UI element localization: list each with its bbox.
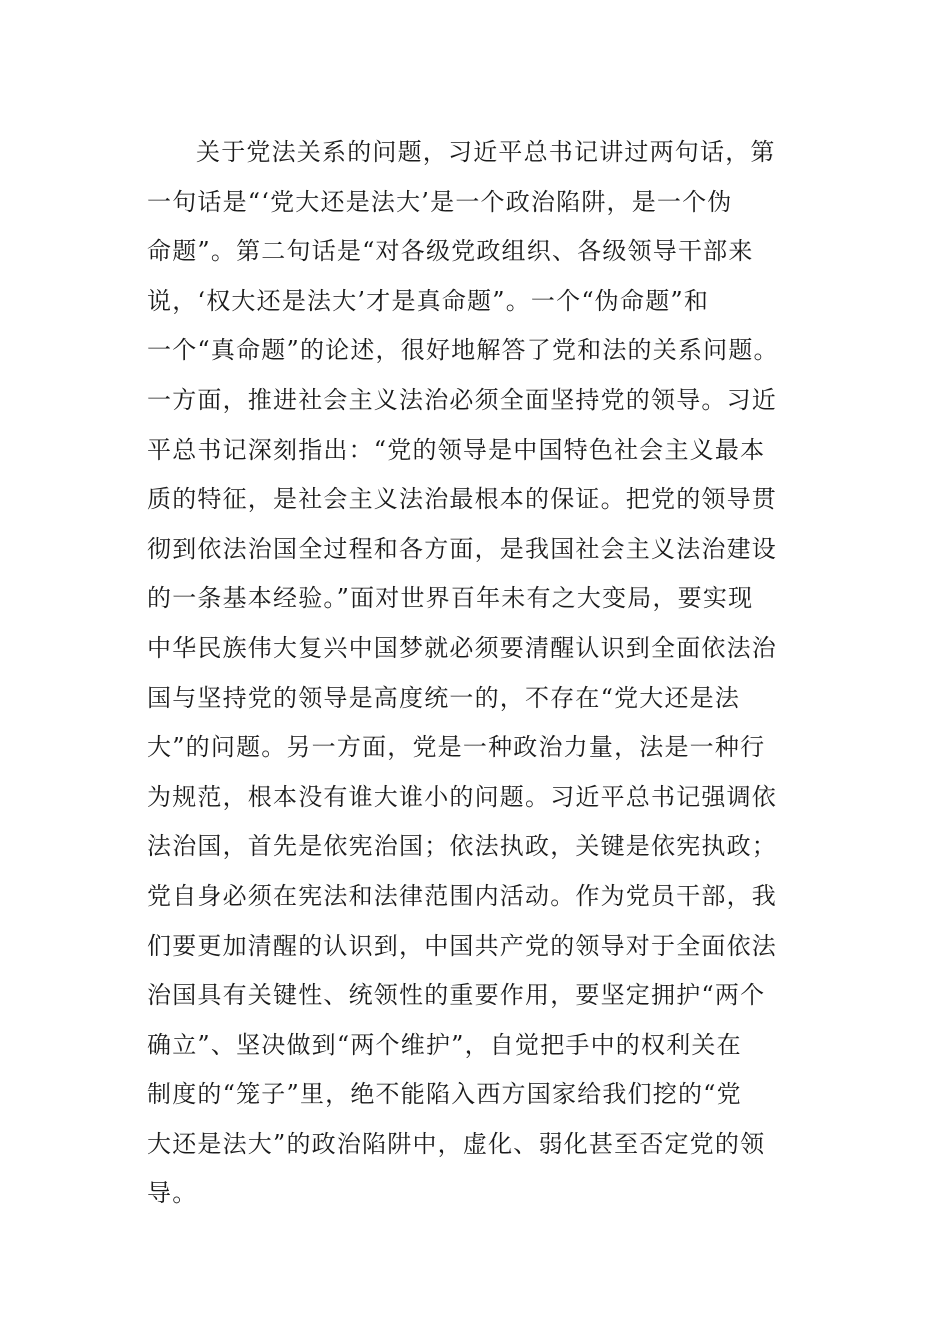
document-body	[147, 128, 807, 1219]
paragraph-line: 的一条基本经验。”面对世界百年未有之大变局，要实现	[147, 584, 754, 613]
paragraph-line: 关于党法关系的问题，习近平总书记讲过两句话，第	[196, 138, 776, 166]
paragraph-line: 治国具有关键性、统领性的重要作用，要坚定拥护“两个	[147, 981, 766, 1010]
paragraph-line: 平总书记深刻指出：“党的领导是中国特色社会主义最本	[147, 435, 766, 464]
paragraph-line: 党自身必须在宪法和法律范围内活动。作为党员干部，我	[147, 881, 777, 910]
paragraph-line: 彻到依法治国全过程和各方面，是我国社会主义法治建设	[147, 534, 777, 563]
paragraph-line: 国与坚持党的领导是高度统一的，不存在“党大还是法	[147, 683, 741, 712]
paragraph-line: 大”的问题。另一方面，党是一种政治力量，法是一种行	[147, 733, 766, 762]
paragraph-line: 一个“真命题”的论述，很好地解答了党和法的关系问题。	[147, 336, 779, 365]
paragraph-line: 一句话是“‘党大还是法大’是一个政治陷阱，是一个伪	[147, 187, 733, 216]
paragraph-line: 法治国，首先是依宪治国；依法执政，关键是依宪执政；	[147, 832, 777, 861]
paragraph-line: 们要更加清醒的认识到，中国共产党的领导对于全面依法	[147, 931, 777, 960]
paragraph-line: 制度的“笼子”里，绝不能陷入西方国家给我们挖的“党	[147, 1080, 742, 1109]
paragraph-line: 大还是法大”的政治陷阱中，虚化、弱化甚至否定党的领	[147, 1129, 766, 1158]
paragraph-line: 一方面，推进社会主义法治必须全面坚持党的领导。习近	[147, 385, 777, 414]
paragraph-line: 说，‘权大还是法大’才是真命题”。一个“伪命题”和	[147, 286, 710, 315]
paragraph-line: 质的特征，是社会主义法治最根本的保证。把党的领导贯	[147, 485, 777, 514]
paragraph-line: 导。	[147, 1179, 198, 1208]
paragraph-line: 确立”、坚决做到“两个维护”，自觉把手中的权利关在	[147, 1030, 742, 1059]
paragraph-line: 中华民族伟大复兴中国梦就必须要清醒认识到全面依法治	[147, 633, 777, 662]
paragraph-line: 命题”。第二句话是“对各级党政组织、各级领导干部来	[147, 237, 754, 266]
paragraph-line: 为规范，根本没有谁大谁小的问题。习近平总书记强调依	[147, 782, 777, 811]
